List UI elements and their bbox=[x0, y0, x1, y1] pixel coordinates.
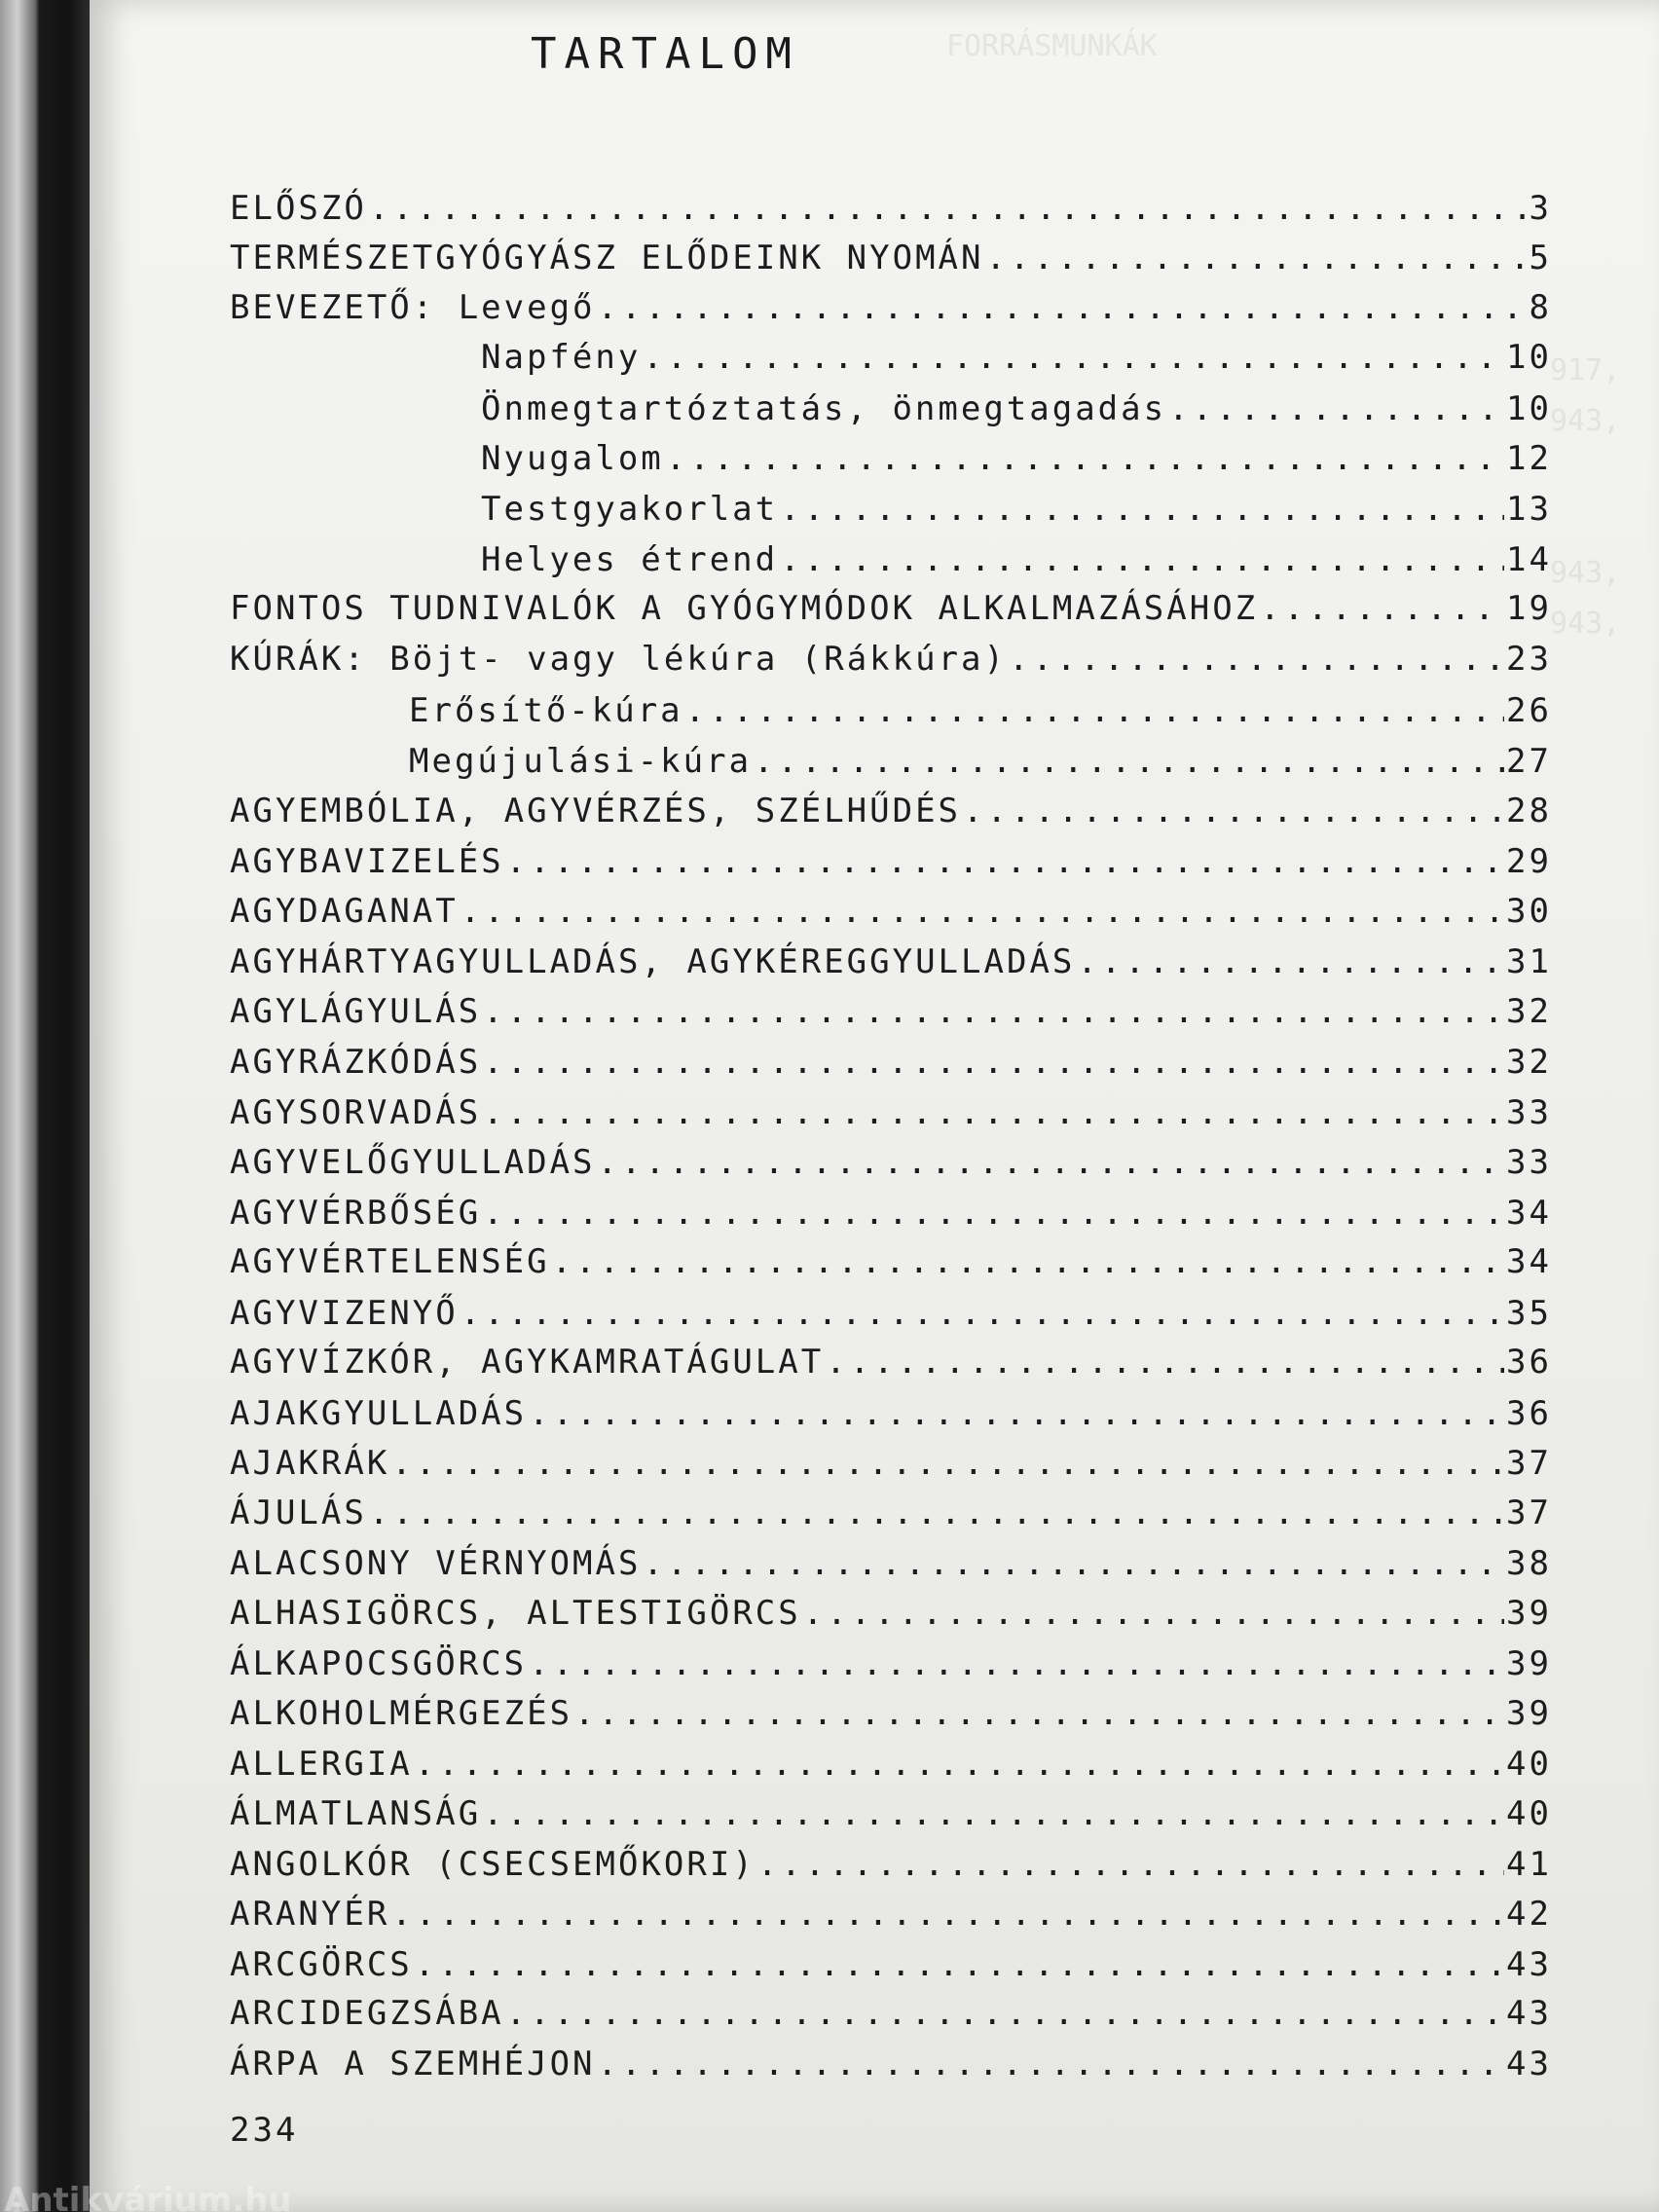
toc-entry-title: ALKOHOLMÉRGEZÉS bbox=[230, 1694, 573, 1733]
toc-entry-page: 34 bbox=[1506, 1242, 1552, 1281]
toc-entry-page: 19 bbox=[1506, 589, 1552, 628]
dot-leader bbox=[754, 742, 1504, 781]
toc-entry-page: 41 bbox=[1506, 1845, 1552, 1884]
dot-leader bbox=[963, 792, 1504, 830]
toc-entry-title: ALLERGIA bbox=[230, 1745, 413, 1784]
toc-entry-page: 35 bbox=[1506, 1294, 1552, 1333]
toc-entry-page: 43 bbox=[1506, 1945, 1552, 1984]
toc-entry-page: 30 bbox=[1506, 892, 1552, 931]
toc-entry bbox=[230, 1394, 1552, 1441]
toc-entry bbox=[230, 792, 1552, 838]
toc-entry-title: AGYVÍZKÓR, AGYKAMRATÁGULAT bbox=[230, 1343, 825, 1382]
toc-entry-page: 10 bbox=[1506, 389, 1552, 428]
dot-leader bbox=[415, 1745, 1504, 1784]
toc-entry-title: AGYVÉRTELENSÉG bbox=[230, 1242, 550, 1281]
toc-entry-title: ELŐSZÓ bbox=[230, 189, 367, 228]
toc-entry-page: 37 bbox=[1506, 1444, 1552, 1483]
toc-entry-page: 39 bbox=[1506, 1644, 1552, 1683]
toc-entry-title: AGYHÁRTYAGYULLADÁS, AGYKÉREGGYULLADÁS bbox=[230, 942, 1076, 981]
toc-entry-title: AGYDAGANAT bbox=[230, 892, 459, 931]
toc-entry bbox=[230, 892, 1552, 939]
toc-entry-prefix: KÚRÁK: bbox=[230, 640, 390, 679]
toc-entry-title: ÁLKAPOCSGÖRCS bbox=[230, 1644, 528, 1683]
toc-entry-page: 23 bbox=[1506, 640, 1552, 679]
toc-entry bbox=[230, 942, 1552, 989]
toc-entry-title: AGYLÁGYULÁS bbox=[230, 992, 482, 1031]
dot-leader bbox=[529, 1394, 1504, 1433]
dot-leader bbox=[506, 842, 1504, 881]
toc-entry bbox=[230, 742, 1552, 789]
dot-leader bbox=[643, 1544, 1504, 1583]
toc-entry-page: 36 bbox=[1506, 1394, 1552, 1433]
dot-leader bbox=[986, 239, 1528, 277]
toc-entry bbox=[230, 1294, 1552, 1341]
toc-entry-title: Nyugalom bbox=[481, 439, 664, 478]
toc-entry-prefix: BEVEZETŐ: bbox=[230, 288, 459, 327]
toc-entry-page: 42 bbox=[1506, 1895, 1552, 1934]
toc-entry-title: ÁRPA A SZEMHÉJON bbox=[230, 2045, 596, 2083]
page-number: 234 bbox=[230, 2111, 299, 2150]
toc-entry-title: ARANYÉR bbox=[230, 1895, 390, 1934]
dot-leader bbox=[685, 691, 1504, 730]
toc-entry bbox=[230, 1945, 1552, 1992]
toc-entry bbox=[230, 691, 1552, 738]
toc-entry-page: 40 bbox=[1506, 1745, 1552, 1784]
dot-leader bbox=[780, 540, 1504, 579]
dot-leader bbox=[483, 1194, 1504, 1233]
toc-entry bbox=[230, 842, 1552, 889]
toc-entry-page: 27 bbox=[1506, 742, 1552, 781]
toc-entry-title: AGYVÉRBŐSÉG bbox=[230, 1194, 482, 1233]
dot-leader bbox=[598, 1143, 1505, 1182]
toc-entry-page: 43 bbox=[1506, 2045, 1552, 2083]
toc-entry-title: ÁLMATLANSÁG bbox=[230, 1794, 482, 1833]
toc-entry-page: 8 bbox=[1529, 288, 1552, 327]
dot-leader bbox=[391, 1444, 1504, 1483]
dot-leader bbox=[391, 1895, 1504, 1934]
toc-entry-title: ÁJULÁS bbox=[230, 1493, 367, 1532]
toc-entry bbox=[230, 1043, 1552, 1089]
dot-leader bbox=[1168, 389, 1504, 428]
toc-entry-title: AGYBAVIZELÉS bbox=[230, 842, 504, 881]
toc-entry-page: 26 bbox=[1506, 691, 1552, 730]
toc-entry-page: 39 bbox=[1506, 1594, 1552, 1633]
toc-entry bbox=[230, 1544, 1552, 1591]
toc-entry bbox=[230, 1994, 1552, 2041]
toc-entry bbox=[230, 1194, 1552, 1240]
toc-entry bbox=[230, 439, 1552, 486]
dot-leader bbox=[780, 490, 1504, 529]
toc-entry bbox=[230, 1644, 1552, 1691]
toc-entry-title: ARCIDEGZSÁBA bbox=[230, 1994, 504, 2033]
dot-leader bbox=[666, 439, 1504, 478]
toc-entry bbox=[230, 338, 1552, 385]
toc-entry-page: 13 bbox=[1506, 490, 1552, 529]
toc-entry-title: AGYEMBÓLIA, AGYVÉRZÉS, SZÉLHŰDÉS bbox=[230, 792, 962, 830]
toc-entry-title: Erősítő-kúra bbox=[409, 691, 683, 730]
toc-entry-page: 32 bbox=[1506, 992, 1552, 1031]
toc-entry-page: 34 bbox=[1506, 1194, 1552, 1233]
toc-entry-page: 37 bbox=[1506, 1493, 1552, 1532]
dot-leader bbox=[826, 1343, 1504, 1382]
toc-entry-page: 5 bbox=[1529, 239, 1552, 277]
dot-leader bbox=[369, 189, 1528, 228]
toc-entry bbox=[230, 1794, 1552, 1841]
toc-entry-title: AJAKGYULLADÁS bbox=[230, 1394, 528, 1433]
toc-entry-page: 28 bbox=[1506, 792, 1552, 830]
toc-entry-title: ANGOLKÓR (CSECSEMŐKORI) bbox=[230, 1845, 756, 1884]
toc-entry-title: Helyes étrend bbox=[481, 540, 779, 579]
toc-entry bbox=[230, 189, 1552, 236]
toc-entry-page: 14 bbox=[1506, 540, 1552, 579]
dot-leader bbox=[483, 1043, 1504, 1082]
dot-leader bbox=[483, 1093, 1504, 1132]
toc-entry bbox=[230, 1745, 1552, 1791]
toc-entry bbox=[230, 1694, 1552, 1741]
dot-leader bbox=[483, 1794, 1504, 1833]
toc-entry-title: TERMÉSZETGYÓGYÁSZ ELŐDEINK NYOMÁN bbox=[230, 239, 984, 277]
toc-entry-page: 12 bbox=[1506, 439, 1552, 478]
toc-entry bbox=[230, 1444, 1552, 1491]
toc-entry bbox=[230, 389, 1552, 436]
toc-entry-page: 31 bbox=[1506, 942, 1552, 981]
toc-entry-title: AGYRÁZKÓDÁS bbox=[230, 1043, 482, 1082]
toc-entry bbox=[230, 490, 1552, 536]
dot-leader bbox=[552, 1242, 1504, 1281]
toc-entry-title: ARCGÖRCS bbox=[230, 1945, 413, 1984]
toc-entry-title: ALHASIGÖRCS, ALTESTIGÖRCS bbox=[230, 1594, 801, 1633]
toc-entry-title: AJAKRÁK bbox=[230, 1444, 390, 1483]
toc-entry bbox=[230, 1594, 1552, 1641]
toc-entry-title: Levegő bbox=[458, 288, 596, 327]
dot-leader bbox=[1009, 640, 1504, 679]
toc-entry-page: 40 bbox=[1506, 1794, 1552, 1833]
toc-entry-page: 43 bbox=[1506, 1994, 1552, 2033]
dot-leader bbox=[369, 1493, 1504, 1532]
toc-entry bbox=[230, 992, 1552, 1039]
toc-entry-title: FONTOS TUDNIVALÓK A GYÓGYMÓDOK ALKALMAZÁSÁHOZ bbox=[230, 589, 1259, 628]
toc-entry-title: Napfény bbox=[481, 338, 642, 377]
dot-leader bbox=[1077, 942, 1504, 981]
toc-entry bbox=[230, 1242, 1552, 1289]
toc-entry bbox=[230, 640, 1552, 686]
toc-entry bbox=[230, 1845, 1552, 1892]
dot-leader bbox=[803, 1594, 1504, 1633]
toc-entry-page: 32 bbox=[1506, 1043, 1552, 1082]
dot-leader bbox=[598, 288, 1528, 327]
dot-leader bbox=[757, 1845, 1504, 1884]
dot-leader bbox=[643, 338, 1504, 377]
toc-entry-page: 36 bbox=[1506, 1343, 1552, 1382]
dot-leader bbox=[598, 2045, 1505, 2083]
dot-leader bbox=[415, 1945, 1504, 1984]
show-through-text: FORRÁSMUNKÁK bbox=[946, 29, 1158, 63]
toc-entry bbox=[230, 540, 1552, 587]
toc-entry bbox=[230, 1895, 1552, 1941]
toc-entry bbox=[230, 2045, 1552, 2091]
toc-entry-title: Testgyakorlat bbox=[481, 490, 779, 529]
toc-entry-title: ALACSONY VÉRNYOMÁS bbox=[230, 1544, 642, 1583]
toc-entry-page: 38 bbox=[1506, 1544, 1552, 1583]
dot-leader bbox=[1260, 589, 1504, 628]
dot-leader bbox=[461, 1294, 1504, 1333]
toc-entry bbox=[230, 589, 1552, 636]
toc-entry-title: AGYVELŐGYULLADÁS bbox=[230, 1143, 596, 1182]
toc-entry bbox=[230, 1143, 1552, 1190]
toc-entry-title: AGYVIZENYŐ bbox=[230, 1294, 459, 1333]
toc-entry bbox=[230, 288, 1552, 335]
dot-leader bbox=[574, 1694, 1504, 1733]
toc-entry-page: 10 bbox=[1506, 338, 1552, 377]
page-title: TARTALOM bbox=[531, 29, 799, 79]
toc-entry bbox=[230, 1343, 1552, 1389]
toc-entry-title: Böjt- vagy lékúra (Rákkúra) bbox=[389, 640, 1007, 679]
show-through-text: 917, 943, 943, 943, bbox=[1550, 353, 1621, 641]
toc-entry-page: 29 bbox=[1506, 842, 1552, 881]
watermark: Antikvárium.hu bbox=[4, 2181, 292, 2212]
toc-entry bbox=[230, 1093, 1552, 1140]
toc-entry-page: 39 bbox=[1506, 1694, 1552, 1733]
toc-entry-title: Megújulási-kúra bbox=[409, 742, 753, 781]
dot-leader bbox=[483, 992, 1504, 1031]
toc-entry-title: AGYSORVADÁS bbox=[230, 1093, 482, 1132]
toc-entry-page: 33 bbox=[1506, 1093, 1552, 1132]
dot-leader bbox=[529, 1644, 1504, 1683]
toc-entry-title: Önmegtartóztatás, önmegtagadás bbox=[481, 389, 1167, 428]
toc-entry bbox=[230, 1493, 1552, 1540]
dot-leader bbox=[506, 1994, 1504, 2033]
dot-leader bbox=[461, 892, 1504, 931]
toc-entry-page: 33 bbox=[1506, 1143, 1552, 1182]
toc-entry bbox=[230, 239, 1552, 285]
toc-entry-page: 3 bbox=[1529, 189, 1552, 228]
